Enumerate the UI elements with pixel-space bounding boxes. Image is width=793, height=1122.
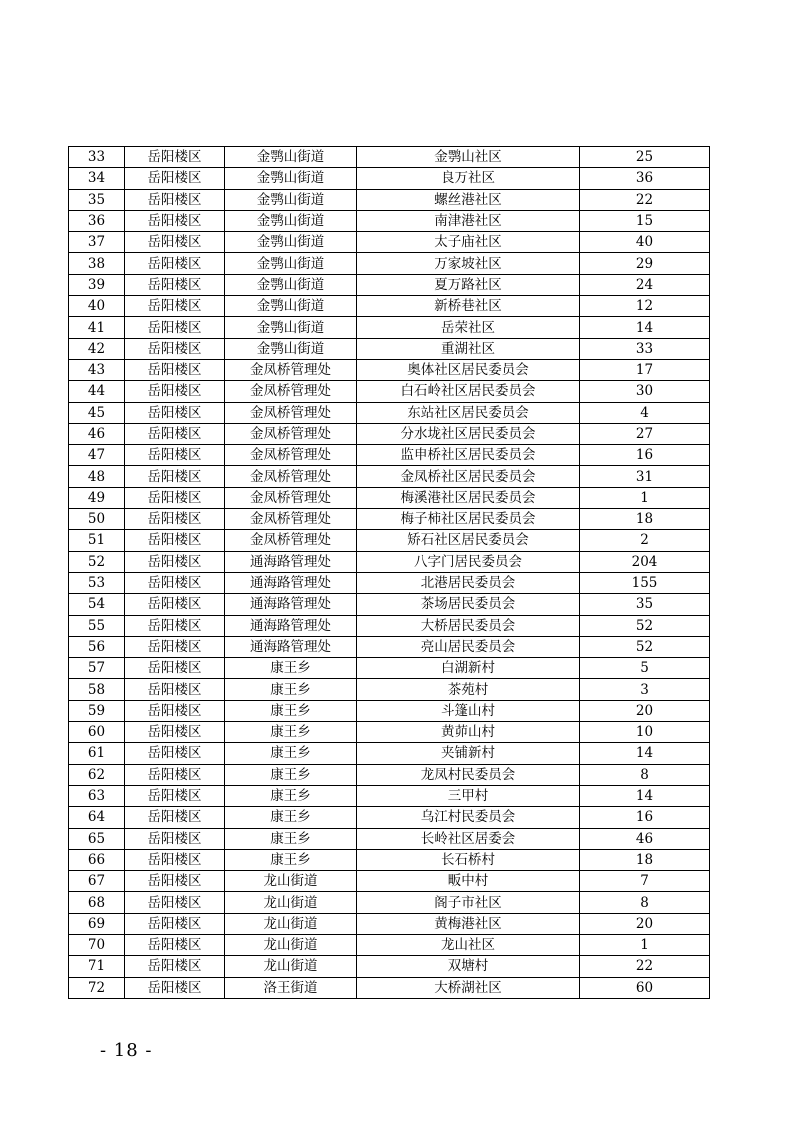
subdistrict-cell: 金凤桥管理处 [225, 381, 357, 402]
subdistrict-cell: 金鹗山街道 [225, 210, 357, 231]
subdistrict-cell: 通海路管理处 [225, 572, 357, 593]
row-index-cell: 67 [69, 871, 125, 892]
district-cell: 岳阳楼区 [125, 253, 225, 274]
count-cell: 33 [580, 338, 710, 359]
community-cell: 新桥巷社区 [357, 296, 580, 317]
community-cell: 八字门居民委员会 [357, 551, 580, 572]
row-index-cell: 62 [69, 764, 125, 785]
count-cell: 36 [580, 168, 710, 189]
community-cell: 金凤桥社区居民委员会 [357, 466, 580, 487]
district-cell: 岳阳楼区 [125, 636, 225, 657]
count-cell: 29 [580, 253, 710, 274]
row-index-cell: 70 [69, 934, 125, 955]
community-cell: 梅子柿社区居民委员会 [357, 509, 580, 530]
row-index-cell: 36 [69, 210, 125, 231]
count-cell: 52 [580, 615, 710, 636]
subdistrict-cell: 龙山街道 [225, 934, 357, 955]
subdistrict-cell: 通海路管理处 [225, 615, 357, 636]
count-cell: 22 [580, 956, 710, 977]
row-index-cell: 42 [69, 338, 125, 359]
table-row [69, 849, 710, 870]
community-cell: 南津港社区 [357, 210, 580, 231]
district-cell: 岳阳楼区 [125, 274, 225, 295]
table-row [69, 615, 710, 636]
count-cell: 5 [580, 658, 710, 679]
community-cell: 茶场居民委员会 [357, 594, 580, 615]
community-cell: 重湖社区 [357, 338, 580, 359]
subdistrict-cell: 康王乡 [225, 764, 357, 785]
community-cell: 白湖新村 [357, 658, 580, 679]
district-cell: 岳阳楼区 [125, 509, 225, 530]
table-row [69, 168, 710, 189]
community-cell: 矫石社区居民委员会 [357, 530, 580, 551]
table-row [69, 764, 710, 785]
table-row [69, 423, 710, 444]
district-cell: 岳阳楼区 [125, 445, 225, 466]
count-cell: 20 [580, 700, 710, 721]
community-cell: 畈中村 [357, 871, 580, 892]
community-cell: 万家坡社区 [357, 253, 580, 274]
row-index-cell: 48 [69, 466, 125, 487]
subdistrict-cell: 金鹗山街道 [225, 296, 357, 317]
row-index-cell: 69 [69, 913, 125, 934]
subdistrict-cell: 金凤桥管理处 [225, 423, 357, 444]
row-index-cell: 55 [69, 615, 125, 636]
row-index-cell: 56 [69, 636, 125, 657]
table-row [69, 210, 710, 231]
table-row [69, 934, 710, 955]
table-row [69, 956, 710, 977]
district-cell: 岳阳楼区 [125, 572, 225, 593]
subdistrict-cell: 金鹗山街道 [225, 147, 357, 168]
count-cell: 30 [580, 381, 710, 402]
district-cell: 岳阳楼区 [125, 147, 225, 168]
district-cell: 岳阳楼区 [125, 934, 225, 955]
table-row [69, 317, 710, 338]
district-cell: 岳阳楼区 [125, 615, 225, 636]
count-cell: 2 [580, 530, 710, 551]
row-index-cell: 50 [69, 509, 125, 530]
district-cell: 岳阳楼区 [125, 764, 225, 785]
row-index-cell: 47 [69, 445, 125, 466]
count-cell: 14 [580, 743, 710, 764]
count-cell: 24 [580, 274, 710, 295]
table-row [69, 700, 710, 721]
count-cell: 52 [580, 636, 710, 657]
table-row [69, 551, 710, 572]
district-cell: 岳阳楼区 [125, 487, 225, 508]
subdistrict-cell: 金凤桥管理处 [225, 445, 357, 466]
row-index-cell: 41 [69, 317, 125, 338]
subdistrict-cell: 通海路管理处 [225, 551, 357, 572]
community-cell: 三甲村 [357, 785, 580, 806]
row-index-cell: 57 [69, 658, 125, 679]
community-cell: 夹铺新村 [357, 743, 580, 764]
page-number: - 18 - [100, 1040, 153, 1061]
community-cell: 岳荣社区 [357, 317, 580, 338]
subdistrict-cell: 洛王街道 [225, 977, 357, 998]
table-row [69, 274, 710, 295]
count-cell: 12 [580, 296, 710, 317]
subdistrict-cell: 金鹗山街道 [225, 189, 357, 210]
district-cell: 岳阳楼区 [125, 168, 225, 189]
row-index-cell: 49 [69, 487, 125, 508]
count-cell: 7 [580, 871, 710, 892]
subdistrict-cell: 龙山街道 [225, 892, 357, 913]
district-cell: 岳阳楼区 [125, 913, 225, 934]
table-row [69, 722, 710, 743]
district-cell: 岳阳楼区 [125, 658, 225, 679]
row-index-cell: 63 [69, 785, 125, 806]
row-index-cell: 66 [69, 849, 125, 870]
community-cell: 斗篷山村 [357, 700, 580, 721]
district-cell: 岳阳楼区 [125, 679, 225, 700]
table-row [69, 807, 710, 828]
district-cell: 岳阳楼区 [125, 232, 225, 253]
row-index-cell: 53 [69, 572, 125, 593]
row-index-cell: 34 [69, 168, 125, 189]
subdistrict-cell: 金凤桥管理处 [225, 359, 357, 380]
count-cell: 1 [580, 487, 710, 508]
data-table [68, 146, 710, 999]
count-cell: 20 [580, 913, 710, 934]
district-cell: 岳阳楼区 [125, 849, 225, 870]
subdistrict-cell: 通海路管理处 [225, 636, 357, 657]
district-cell: 岳阳楼区 [125, 338, 225, 359]
table-row [69, 594, 710, 615]
count-cell: 17 [580, 359, 710, 380]
row-index-cell: 37 [69, 232, 125, 253]
community-cell: 茶苑村 [357, 679, 580, 700]
district-cell: 岳阳楼区 [125, 785, 225, 806]
table-row [69, 977, 710, 998]
community-cell: 长岭社区居委会 [357, 828, 580, 849]
count-cell: 8 [580, 892, 710, 913]
subdistrict-cell: 金鹗山街道 [225, 168, 357, 189]
row-index-cell: 71 [69, 956, 125, 977]
count-cell: 18 [580, 849, 710, 870]
subdistrict-cell: 康王乡 [225, 722, 357, 743]
district-cell: 岳阳楼区 [125, 977, 225, 998]
district-cell: 岳阳楼区 [125, 551, 225, 572]
count-cell: 204 [580, 551, 710, 572]
table-row [69, 296, 710, 317]
table-row [69, 338, 710, 359]
count-cell: 27 [580, 423, 710, 444]
community-cell: 长石桥村 [357, 849, 580, 870]
row-index-cell: 64 [69, 807, 125, 828]
count-cell: 16 [580, 445, 710, 466]
table-row [69, 743, 710, 764]
table-row [69, 147, 710, 168]
district-cell: 岳阳楼区 [125, 381, 225, 402]
subdistrict-cell: 康王乡 [225, 807, 357, 828]
row-index-cell: 59 [69, 700, 125, 721]
count-cell: 16 [580, 807, 710, 828]
table-row [69, 445, 710, 466]
count-cell: 22 [580, 189, 710, 210]
subdistrict-cell: 金鹗山街道 [225, 317, 357, 338]
subdistrict-cell: 康王乡 [225, 828, 357, 849]
community-cell: 太子庙社区 [357, 232, 580, 253]
table-row [69, 679, 710, 700]
subdistrict-cell: 金凤桥管理处 [225, 487, 357, 508]
community-cell: 监申桥社区居民委员会 [357, 445, 580, 466]
subdistrict-cell: 金凤桥管理处 [225, 466, 357, 487]
table-row [69, 828, 710, 849]
table-row [69, 359, 710, 380]
table-row [69, 466, 710, 487]
community-cell: 阁子市社区 [357, 892, 580, 913]
district-cell: 岳阳楼区 [125, 210, 225, 231]
community-cell: 双塘村 [357, 956, 580, 977]
count-cell: 10 [580, 722, 710, 743]
table-row [69, 892, 710, 913]
table-row [69, 636, 710, 657]
district-cell: 岳阳楼区 [125, 594, 225, 615]
count-cell: 35 [580, 594, 710, 615]
district-cell: 岳阳楼区 [125, 892, 225, 913]
community-cell: 螺丝港社区 [357, 189, 580, 210]
subdistrict-cell: 金凤桥管理处 [225, 509, 357, 530]
community-cell: 金鹗山社区 [357, 147, 580, 168]
subdistrict-cell: 龙山街道 [225, 871, 357, 892]
community-cell: 亮山居民委员会 [357, 636, 580, 657]
count-cell: 4 [580, 402, 710, 423]
row-index-cell: 46 [69, 423, 125, 444]
count-cell: 1 [580, 934, 710, 955]
row-index-cell: 44 [69, 381, 125, 402]
district-cell: 岳阳楼区 [125, 296, 225, 317]
table-row [69, 509, 710, 530]
row-index-cell: 60 [69, 722, 125, 743]
community-cell: 分水垅社区居民委员会 [357, 423, 580, 444]
row-index-cell: 45 [69, 402, 125, 423]
subdistrict-cell: 金鹗山街道 [225, 253, 357, 274]
community-cell: 乌江村民委员会 [357, 807, 580, 828]
subdistrict-cell: 通海路管理处 [225, 594, 357, 615]
row-index-cell: 65 [69, 828, 125, 849]
district-cell: 岳阳楼区 [125, 530, 225, 551]
table-body [69, 147, 710, 999]
subdistrict-cell: 龙山街道 [225, 913, 357, 934]
count-cell: 40 [580, 232, 710, 253]
community-cell: 黄梅港社区 [357, 913, 580, 934]
subdistrict-cell: 康王乡 [225, 849, 357, 870]
subdistrict-cell: 金鹗山街道 [225, 274, 357, 295]
community-cell: 夏万路社区 [357, 274, 580, 295]
row-index-cell: 35 [69, 189, 125, 210]
community-cell: 北港居民委员会 [357, 572, 580, 593]
district-cell: 岳阳楼区 [125, 743, 225, 764]
count-cell: 31 [580, 466, 710, 487]
table-row [69, 189, 710, 210]
table-row [69, 253, 710, 274]
district-cell: 岳阳楼区 [125, 423, 225, 444]
count-cell: 3 [580, 679, 710, 700]
district-cell: 岳阳楼区 [125, 359, 225, 380]
row-index-cell: 54 [69, 594, 125, 615]
subdistrict-cell: 金鹗山街道 [225, 232, 357, 253]
subdistrict-cell: 康王乡 [225, 679, 357, 700]
community-cell: 梅溪港社区居民委员会 [357, 487, 580, 508]
subdistrict-cell: 康王乡 [225, 785, 357, 806]
count-cell: 46 [580, 828, 710, 849]
table-row [69, 871, 710, 892]
district-cell: 岳阳楼区 [125, 828, 225, 849]
community-cell: 大桥居民委员会 [357, 615, 580, 636]
table-row [69, 572, 710, 593]
district-cell: 岳阳楼区 [125, 189, 225, 210]
count-cell: 14 [580, 317, 710, 338]
subdistrict-cell: 康王乡 [225, 743, 357, 764]
table-row [69, 381, 710, 402]
community-cell: 龙山社区 [357, 934, 580, 955]
community-cell: 白石岭社区居民委员会 [357, 381, 580, 402]
row-index-cell: 38 [69, 253, 125, 274]
row-index-cell: 61 [69, 743, 125, 764]
district-cell: 岳阳楼区 [125, 871, 225, 892]
row-index-cell: 40 [69, 296, 125, 317]
district-cell: 岳阳楼区 [125, 722, 225, 743]
count-cell: 25 [580, 147, 710, 168]
district-cell: 岳阳楼区 [125, 466, 225, 487]
subdistrict-cell: 金凤桥管理处 [225, 530, 357, 551]
district-cell: 岳阳楼区 [125, 317, 225, 338]
table-row [69, 232, 710, 253]
community-cell: 良万社区 [357, 168, 580, 189]
table-row [69, 487, 710, 508]
subdistrict-cell: 龙山街道 [225, 956, 357, 977]
subdistrict-cell: 康王乡 [225, 700, 357, 721]
count-cell: 8 [580, 764, 710, 785]
community-cell: 龙凤村民委员会 [357, 764, 580, 785]
count-cell: 15 [580, 210, 710, 231]
community-cell: 奥体社区居民委员会 [357, 359, 580, 380]
community-cell: 大桥湖社区 [357, 977, 580, 998]
count-cell: 14 [580, 785, 710, 806]
row-index-cell: 39 [69, 274, 125, 295]
subdistrict-cell: 康王乡 [225, 658, 357, 679]
row-index-cell: 68 [69, 892, 125, 913]
table-row [69, 913, 710, 934]
table-row [69, 658, 710, 679]
count-cell: 60 [580, 977, 710, 998]
count-cell: 18 [580, 509, 710, 530]
table-row [69, 530, 710, 551]
district-cell: 岳阳楼区 [125, 700, 225, 721]
subdistrict-cell: 金鹗山街道 [225, 338, 357, 359]
community-cell: 黄茆山村 [357, 722, 580, 743]
row-index-cell: 52 [69, 551, 125, 572]
row-index-cell: 72 [69, 977, 125, 998]
district-cell: 岳阳楼区 [125, 402, 225, 423]
row-index-cell: 43 [69, 359, 125, 380]
count-cell: 155 [580, 572, 710, 593]
row-index-cell: 33 [69, 147, 125, 168]
subdistrict-cell: 金凤桥管理处 [225, 402, 357, 423]
row-index-cell: 51 [69, 530, 125, 551]
table-row [69, 785, 710, 806]
table-row [69, 402, 710, 423]
district-cell: 岳阳楼区 [125, 956, 225, 977]
community-cell: 东站社区居民委员会 [357, 402, 580, 423]
row-index-cell: 58 [69, 679, 125, 700]
district-cell: 岳阳楼区 [125, 807, 225, 828]
